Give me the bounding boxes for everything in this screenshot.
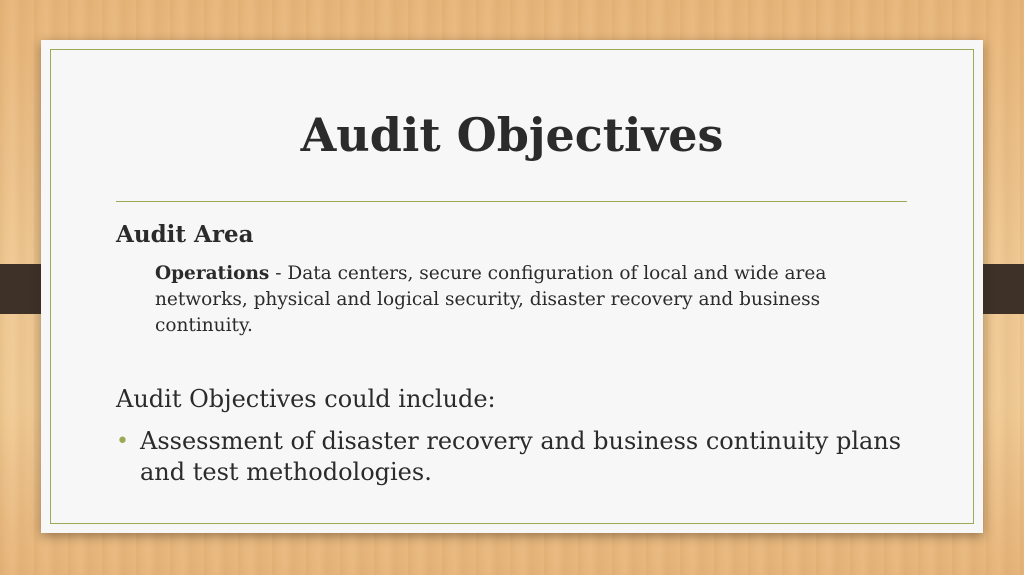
bullet-icon: • [116, 429, 129, 454]
bullet-text: Assessment of disaster recovery and business continuity plans and test methodologies. [140, 427, 902, 486]
operations-paragraph [155, 261, 895, 339]
operations-description: - Data centers, secure configuration of local and wide area networks, physical and logical security, disaster recovery and business continuity. [155, 263, 827, 336]
operations-label: Operations [155, 263, 270, 284]
list-item [116, 426, 916, 488]
objectives-lead-text: Audit Objectives could include: [116, 385, 496, 413]
audit-area-heading: Audit Area [116, 221, 254, 248]
slide-title: Audit Objectives [300, 108, 724, 162]
title-divider [116, 201, 907, 202]
slide-card [41, 40, 983, 533]
